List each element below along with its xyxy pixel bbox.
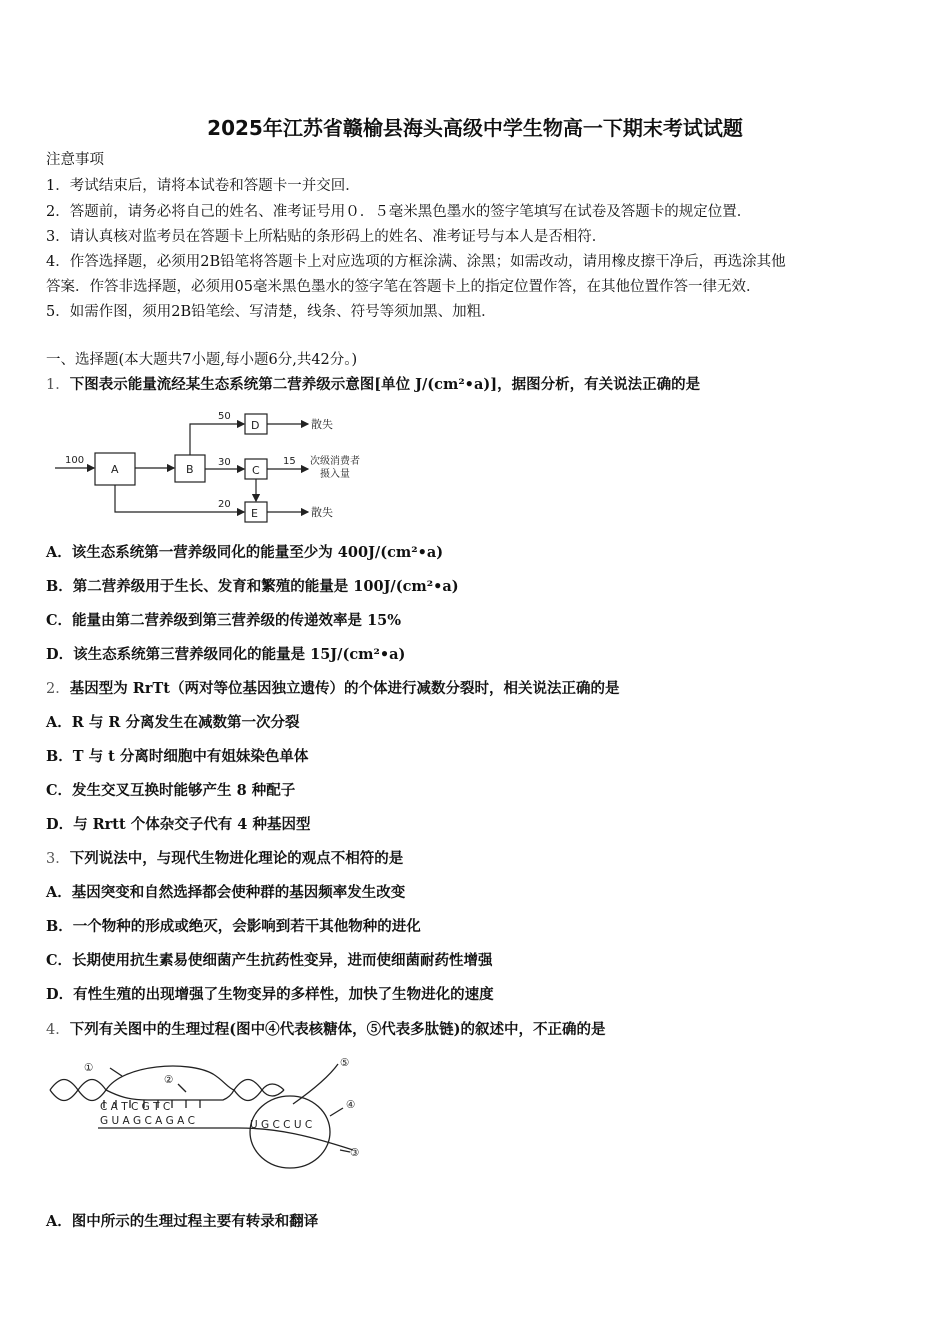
question-text: 下列有关图中的生理过程(图中④代表核糖体，⑤代表多肽链)的叙述中，不正确的是 [69, 1021, 606, 1038]
q2-option-c: C．发生交叉互换时能够产生 8 种配子 [46, 782, 296, 799]
marker-4: ④ [346, 1099, 356, 1111]
question-number: 3． [46, 851, 70, 867]
question-number: 4． [46, 1022, 70, 1038]
q1-option-a: A．该生态系统第一营养级同化的能量至少为 400J/(cm²•a) [46, 544, 444, 561]
marker-1: ① [84, 1062, 94, 1074]
q2-option-d: D．与 Rrtt 个体杂交子代有 4 种基因型 [46, 816, 311, 833]
q2-option-b: B．T 与 t 分离时细胞中有姐妹染色单体 [46, 748, 309, 765]
node-c: C [252, 464, 260, 477]
mrna-sequence: U G C C U C [250, 1119, 313, 1131]
value-15: 15 [283, 456, 296, 467]
question-text: 基因型为 RrTt（两对等位基因独立遗传）的个体进行减数分裂时，相关说法正确的是 [69, 680, 620, 697]
q1-option-b: B．第二营养级用于生长、发育和繁殖的能量是 100J/(cm²•a) [46, 578, 459, 595]
marker-5: ⑤ [340, 1057, 350, 1069]
notice-item-1: 1．考试结束后，请将本试卷和答题卡一并交回． [46, 178, 360, 194]
q3-option-b: B．一个物种的形成或绝灭，会影响到若干其他物种的进化 [46, 918, 421, 935]
q3-option-d: D．有性生殖的出现增强了生物变异的多样性，加快了生物进化的速度 [46, 986, 494, 1003]
label-loss-d: 散失 [311, 418, 333, 431]
question-3-stem [46, 849, 403, 869]
question-1-stem [46, 375, 700, 395]
transcription-translation-diagram [48, 1052, 378, 1177]
question-number: 1． [46, 377, 70, 393]
node-b: B [186, 463, 194, 476]
label-consumer-2: 摄入量 [320, 469, 350, 480]
node-e: E [251, 507, 258, 520]
dna-bottom-sequence: G U A G C A G A C [100, 1115, 196, 1127]
question-text: 下列说法中，与现代生物进化理论的观点不相符的是 [69, 850, 404, 867]
value-30: 30 [218, 457, 231, 468]
notice-item-5: 5．如需作图，须用2B铅笔绘、写清楚，线条、符号等须加黑、加粗． [46, 304, 496, 320]
section-heading: 一、选择题(本大题共7小题,每小题6分,共42分。) [46, 352, 358, 368]
marker-3: ③ [350, 1147, 360, 1159]
q1-option-c: C．能量由第二营养级到第三营养级的传递效率是 15% [46, 612, 402, 629]
notice-item-2: 2．答题前，请务必将自己的姓名、准考证号用０．５毫米黑色墨水的签字笔填写在试卷及答题卡的规定位置． [46, 204, 752, 220]
value-50: 50 [218, 411, 231, 422]
value-100: 100 [65, 455, 85, 466]
notice-heading: 注意事项 [46, 152, 104, 168]
node-a: A [111, 463, 119, 476]
q3-option-a: A．基因突变和自然选择都会使种群的基因频率发生改变 [46, 884, 406, 901]
question-2-stem [46, 679, 619, 699]
notice-item-4: 4．作答选择题，必须用2B铅笔将答题卡上对应选项的方框涂满、涂黑；如需改动，请用橡皮擦干净后，再选涂其他 [46, 254, 786, 270]
dna-top-sequence: C A T C G T C [100, 1101, 171, 1113]
energy-flow-diagram [50, 405, 380, 530]
question-text: 下图表示能量流经某生态系统第二营养级示意图[单位 J/(cm²•a)]，据图分析，有关说法正确的是 [69, 376, 701, 393]
marker-2: ② [164, 1074, 174, 1086]
notice-item-4-cont: 答案．作答非选择题，必须用05毫米黑色墨水的签字笔在答题卡上的指定位置作答，在其他位置作答一律无效． [46, 279, 761, 295]
notice-item-3: 3．请认真核对监考员在答题卡上所粘贴的条形码上的姓名、准考证号与本人是否相符． [46, 229, 607, 245]
question-4-stem [46, 1020, 605, 1040]
q1-option-d: D．该生态系统第三营养级同化的能量是 15J/(cm²•a) [46, 646, 406, 663]
page-title: 2025年江苏省赣榆县海头高级中学生物高一下期末考试试题 [207, 116, 743, 140]
label-loss-e: 散失 [311, 506, 333, 519]
question-number: 2． [46, 681, 70, 697]
label-consumer-1: 次级消费者 [310, 456, 360, 467]
q3-option-c: C．长期使用抗生素易使细菌产生抗药性变异，进而使细菌耐药性增强 [46, 952, 493, 969]
q4-option-a: A．图中所示的生理过程主要有转录和翻译 [46, 1213, 319, 1230]
q2-option-a: A．R 与 R 分离发生在减数第一次分裂 [46, 714, 300, 731]
node-d: D [251, 419, 260, 432]
value-20: 20 [218, 499, 231, 510]
